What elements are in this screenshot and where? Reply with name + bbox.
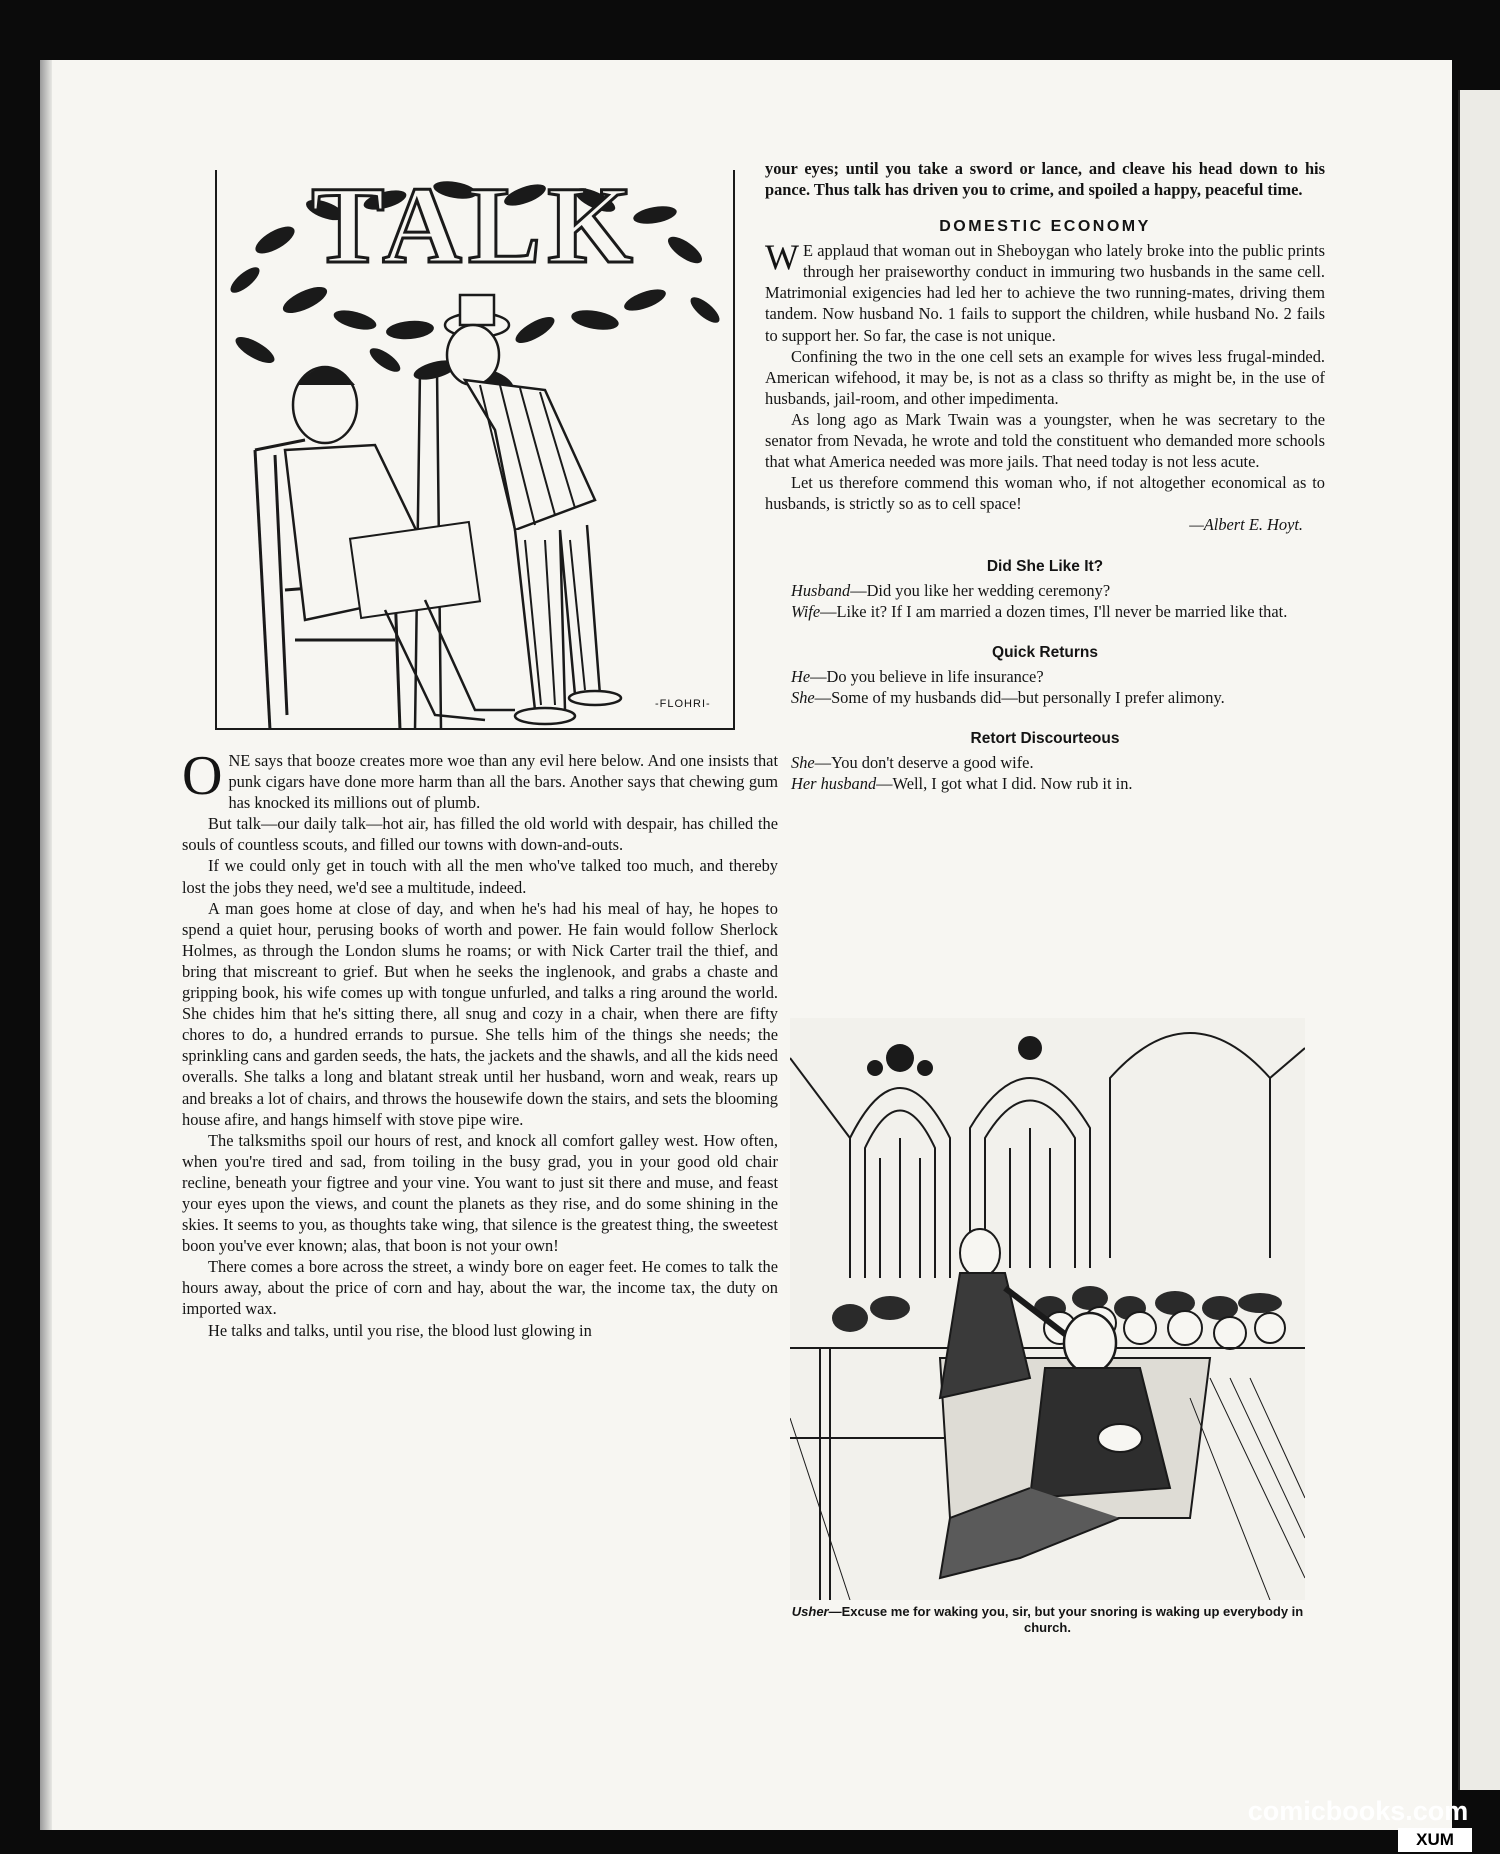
- joke-line: Wife—Like it? If I am married a dozen times, I'll never be married like that.: [791, 601, 1288, 621]
- joke-line: Husband—Did you like her wedding ceremony?: [791, 580, 1111, 600]
- domestic-paragraph-2: Confining the two in the one cell sets an example for wives less frugal-minded. American wifehood, it may be, is not as a class so thrifty as might be, in the use of husbands, jail-room, and other impedimenta.: [765, 346, 1325, 408]
- talk-dropcap: O: [182, 745, 223, 807]
- joke-heading: Did She Like It?: [986, 557, 1104, 575]
- domestic-paragraph-4: Let us therefore commend this woman who, if not altogether economical as to husbands, is strictly so as to cell space!: [765, 473, 1325, 514]
- joke-line: She—You don't deserve a good wife.: [791, 752, 1034, 772]
- talk-title: TALK: [311, 164, 639, 286]
- joke-line: She—Some of my husbands did—but personally I prefer alimony.: [791, 687, 1225, 707]
- joke-line: Her husband—Well, I got what I did. Now rub it in.: [791, 773, 1133, 793]
- joke-line: He—Do you believe in life insurance?: [791, 666, 1044, 686]
- joke-heading: Quick Returns: [992, 643, 1098, 661]
- domestic-dropcap: W: [765, 237, 799, 278]
- church-cartoon-caption: Usher—Excuse me for waking you, sir, but your snoring is waking up everybody in church.: [791, 1604, 1304, 1635]
- church-cartoon-drawing: [790, 1018, 1305, 1600]
- talk-paragraph-7: He talks and talks, until you rise, the blood lust glowing in: [208, 1320, 592, 1340]
- domestic-paragraph-3: As long ago as Mark Twain was a youngster, when he was secretary to the senator from Nevada, he wrote and told the constituent who demanded more schools that what America needed was more jails. That need today is not less acute.: [765, 409, 1325, 472]
- page-binding-shadow: [40, 60, 52, 1830]
- talk-paragraph-4: A man goes home at close of day, and when he's had his meal of hay, he hopes to spend a quiet hour, perusing books of worth and power. He fain would follow Sherlock Holmes, as through the London slums he roams; or with Nick Carter trail the thief, and bring that miscreant to grief. But when he seeks the inglenook, and grabs a chaste and gripping book, his wife comes up with tongue unfurled, and talks a ring around the world. She chides him that he's sitting there, all snug and cozy in a chair, when there are fifty chores to do, a hundred errands to pursue. She tells him of the things she needs; the sprinkling cans and garden seeds, the hats, the jackets and the shawls, and all the kids need overalls. She talks a long and blatant streak until her husband, worn and weak, rears up and breaks a lot of chairs, and throws the housewife down the stairs, and sets the blooming house afire, and hangs himself with stove pipe wire.: [182, 898, 778, 1129]
- right-column: [765, 158, 1325, 794]
- domestic-signature: —Albert E. Hoyt.: [1189, 515, 1303, 535]
- joke-heading: Retort Discourteous: [970, 729, 1120, 747]
- watermark-code: XUM: [1398, 1828, 1472, 1852]
- talk-paragraph-2: But talk—our daily talk—hot air, has filled the old world with despair, has chilled the souls of countless scouts, and filled our towns with down-and-outs.: [182, 814, 778, 855]
- site-watermark: comicbooks.com: [1247, 1796, 1469, 1826]
- talk-paragraph-1: ONE says that booze creates more woe than any evil here below. And one insists that punk cigars have done more harm than all the bars. Another says that chewing gum has knocked its millions out of plumb.: [182, 745, 778, 813]
- adjacent-page-edge: [1458, 90, 1500, 1790]
- illustrator-signature: -FLOHRI-: [655, 698, 711, 710]
- joke-did-she-like-it: [765, 558, 1325, 622]
- standing-man-drawing: [445, 295, 621, 724]
- domestic-economy-heading: DOMESTIC ECONOMY: [939, 218, 1151, 236]
- joke-retort-discourteous: [765, 730, 1325, 794]
- joke-quick-returns: [765, 644, 1325, 708]
- seated-man-drawing: [285, 367, 515, 720]
- domestic-paragraph-1: W E applaud that woman out in Sheboygan who lately broke into the public prints through her praiseworthy conduct in immuring two husbands in the same cell. Matrimonial exigencies had led her to achieve the two running-mates, driving them tandem. Now husband No. 1 fails to support the children, while husband No. 2 fails to support her. So far, the case is not unique.: [765, 237, 1325, 345]
- talk-paragraph-3: If we could only get in touch with all the men who've talked too much, and thereby lost the jobs they need, we'd see a multitude, indeed.: [182, 856, 778, 897]
- church-cartoon: [790, 1018, 1305, 1600]
- talk-article-body: [182, 745, 778, 1341]
- talk-paragraph-5: The talksmiths spoil our hours of rest, and knock all comfort galley west. How often, when you're tired and sad, from toiling in the busy grad, you in your good old chair recline, beneath your figtree and your vine. You want to just sit there and muse, and feast your eyes upon the views, and count the planets as they rise, and do some shining in the skies. It seems to you, as thoughts take wing, that silence is the greatest thing, the sweetest boon you've ever known; alas, that boon is not your own!: [182, 1130, 778, 1256]
- talk-paragraph-6: There comes a bore across the street, a windy bore on eager feet. He comes to talk the hours away, about the price of corn and hay, about the war, the income tax, the duty on imported wax.: [182, 1257, 778, 1319]
- talk-illustration: [215, 164, 735, 730]
- talk-paragraph-continued: your eyes; until you take a sword or lance, and cleave his head down to his pance. Thus talk has driven you to crime, and spoiled a happy, peaceful time.: [765, 159, 1325, 200]
